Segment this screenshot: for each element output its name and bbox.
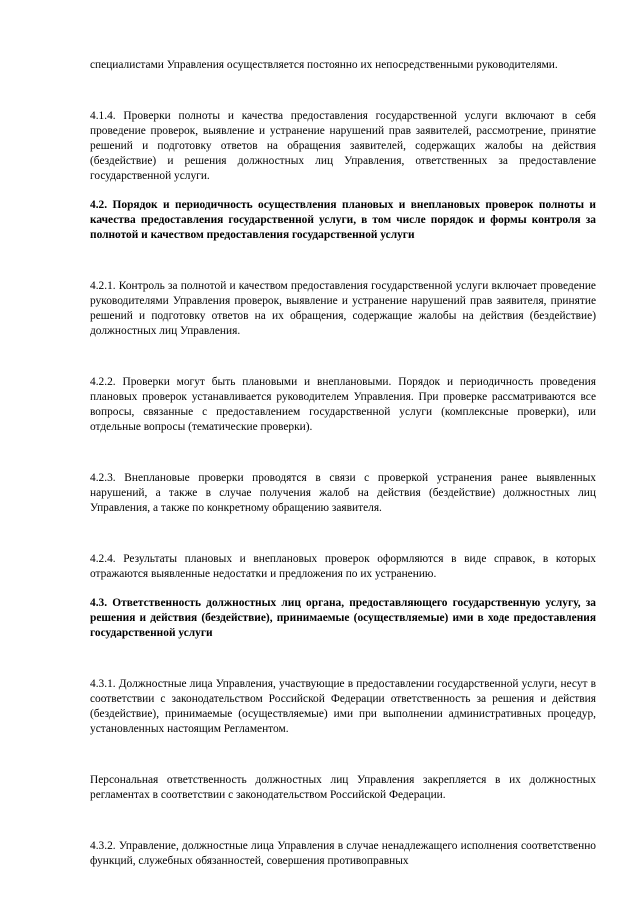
- paragraph-4-2-4: 4.2.4. Результаты плановых и внеплановых проверок оформляются в виде справок, в которых отражаются выявленные недостатки и предложения по их устранению.: [90, 553, 596, 580]
- paragraph-4-3-2: 4.3.2. Управление, должностные лица Управления в случае ненадлежащего исполнения соответственно функций, служебных обязанностей, совершения противоправных: [90, 840, 596, 867]
- paragraph-4-2-2: 4.2.2. Проверки могут быть плановыми и внеплановыми. Порядок и периодичность проведения плановых проверок устанавливается руководителем Управления. При проверке рассматриваются все вопросы, связанные с предоставлением государственной услуги (комплексные проверки), или отдельные вопросы (тематические проверки).: [90, 376, 596, 433]
- section-heading-4-2: 4.2. Порядок и периодичность осуществления плановых и внеплановых проверок полноты и качества предоставления государственной услуги, в том числе порядок и формы контроля за полнотой и качеством предоставления государственной услуги: [90, 199, 596, 241]
- paragraph-4-1-4: 4.1.4. Проверки полноты и качества предоставления государственной услуги включают в себя проведение проверок, выявление и устранение нарушений прав заявителей, рассмотрение, принятие решений и подготовку ответов на обращения заявителей, содержащих жалобы на действия (бездействие) и решения должностных лиц Управления, ответственных за предоставление государственной услуги.: [90, 110, 596, 182]
- paragraph-personal-responsibility: Персональная ответственность должностных лиц Управления закрепляется в их должностных регламентах в соответствии с законодательством Российской Федерации.: [90, 774, 596, 801]
- section-heading-4-3: 4.3. Ответственность должностных лиц органа, предоставляющего государственную услугу, за решения и действия (бездействие), принимаемые (осуществляемые) ими в ходе предоставления государственной услуги: [90, 597, 596, 639]
- paragraph-4-2-1: 4.2.1. Контроль за полнотой и качеством предоставления государственной услуги включает проведение руководителями Управления проверок, выявление и устранение нарушений прав заявителя, принятие решений и подготовку ответов на их обращения, содержащие жалобы на действия (бездействие) должностных лиц Управления.: [90, 280, 596, 337]
- paragraph-4-2-3: 4.2.3. Внеплановые проверки проводятся в связи с проверкой устранения ранее выявленных нарушений, а также в случае получения жалоб на действия (бездействие) должностных лиц Управления, а также по конкретному обращению заявителя.: [90, 472, 596, 514]
- paragraph-4-3-1: 4.3.1. Должностные лица Управления, участвующие в предоставлении государственной услуги, несут в соответствии с законодательством Российской Федерации ответственность за решения и действия (бездействие), принимаемые (осуществляемые) ими при выполнении административных процедур, установленных настоящим Регламентом.: [90, 678, 596, 735]
- paragraph-continuation: специалистами Управления осуществляется постоянно их непосредственными руководителями.: [90, 59, 558, 71]
- document-page: [90, 58, 596, 869]
